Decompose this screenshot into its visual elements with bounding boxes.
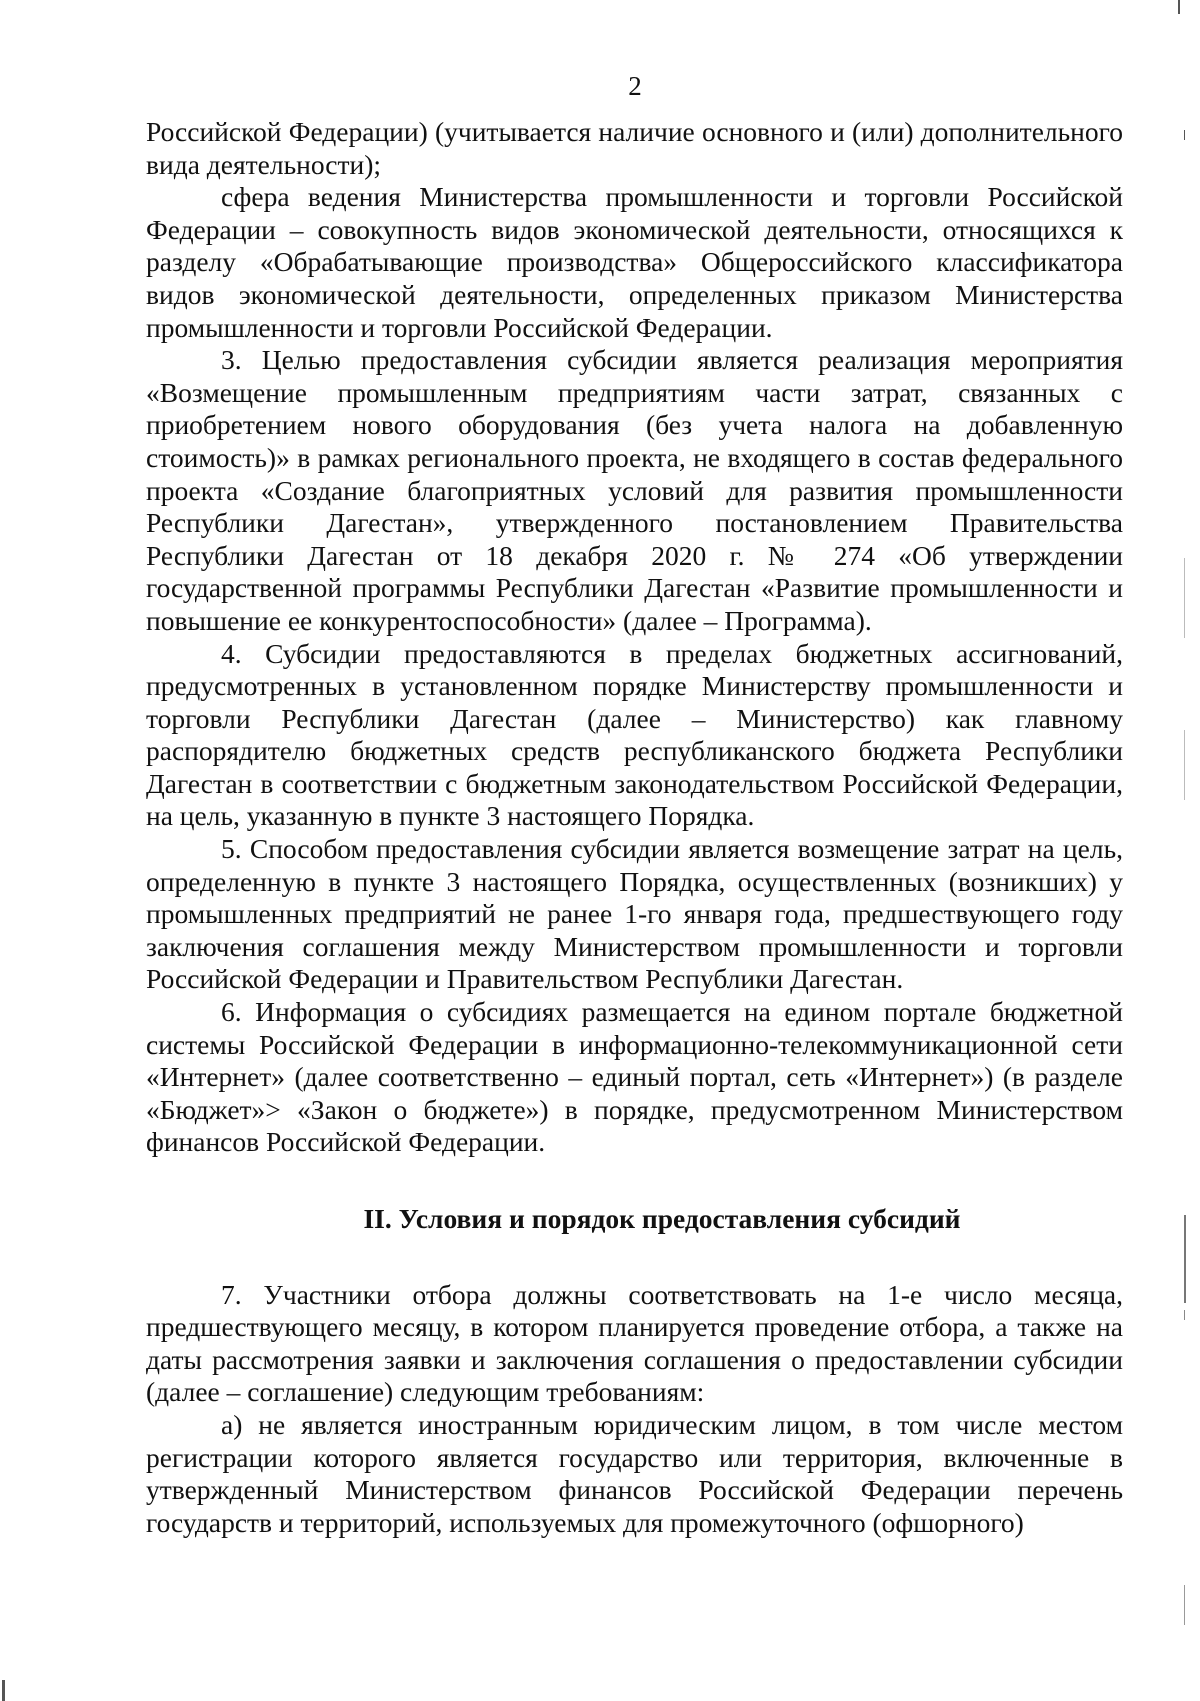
scan-edge-mark	[1184, 1585, 1185, 1625]
paragraph-3: 3. Целью предоставления субсидии является реализация мероприятия «Возмещение промышленным предприятиям части затрат, связанных с приобретением нового оборудования (без учета налога на добавленную стоимость)» в рамках регионального проекта, не входящего в состав федерального проекта «Создание благоприятных условий для развития промышленности Республики Дагестан», утвержденного постановлением Правительства Республики Дагестан от 18 декабря 2020 г. № 274 «Об утверждении государственной программы Республики Дагестан «Развитие промышленности и повышение ее конкурентоспособности» (далее – Программа).	[146, 344, 1123, 636]
scan-edge-mark	[1184, 130, 1185, 140]
paragraph-continuation: Российской Федерации) (учитывается наличие основного и (или) дополнительного вида деятельности);	[146, 116, 1123, 180]
document-body	[146, 116, 1123, 1539]
paragraph-5: 5. Способом предоставления субсидии является возмещение затрат на цель, определенную в пункте 3 настоящего Порядка, осуществленных (возникших) у промышленных предприятий не ранее 1-го января года, предшествующего году заключения соглашения между Министерством промышленности и торговли Российской Федерации и Правительством Республики Дагестан.	[146, 833, 1123, 995]
paragraph-7: 7. Участники отбора должны соответствовать на 1-е число месяца, предшествующего месяцу, в котором планируется проведение отбора, а также на даты рассмотрения заявки и заключения соглашения о предоставлении субсидии (далее – соглашение) следующим требованиям:	[146, 1278, 1123, 1408]
scan-edge-mark	[1184, 558, 1185, 638]
scan-edge-mark	[2, 1680, 5, 1701]
scan-edge-mark	[1184, 730, 1185, 800]
section-heading: II. Условия и порядок предоставления субсидий	[363, 1203, 961, 1234]
paragraph-6: 6. Информация о субсидиях размещается на едином портале бюджетной системы Российской Федерации в информационно-телекоммуникационной сети «Интернет» (далее соответственно – единый портал, сеть «Интернет») (в разделе «Бюджет»> «Закон о бюджете») в порядке, предусмотренном Министерством финансов Российской Федерации.	[146, 996, 1123, 1158]
paragraph-4: 4. Субсидии предоставляются в пределах бюджетных ассигнований, предусмотренных в установленном порядке Министерству промышленности и торговли Республики Дагестан (далее – Министерство) как главному распорядителю бюджетных средств республиканского бюджета Республики Дагестан в соответствии с бюджетным законодательством Российской Федерации, на цель, указанную в пункте 3 настоящего Порядка.	[146, 637, 1123, 832]
page-number: 2	[628, 71, 642, 101]
scan-edge-mark	[1184, 1310, 1185, 1320]
paragraph-7a: а) не является иностранным юридическим лицом, в том числе местом регистрации которого является государство или территория, включенные в утвержденный Министерством финансов Российской Федерации перечень государств и территорий, используемых для промежуточного (офшорного)	[146, 1408, 1123, 1538]
scan-edge-mark	[1178, 0, 1180, 14]
paragraph-scope-definition: сфера ведения Министерства промышленности и торговли Российской Федерации – совокупность видов экономической деятельности, относящихся к разделу «Обрабатывающие производства» Общероссийского классификатора видов экономической деятельности, определенных приказом Министерства промышленности и торговли Российской Федерации.	[146, 181, 1123, 343]
scan-edge-mark	[1184, 1215, 1186, 1303]
